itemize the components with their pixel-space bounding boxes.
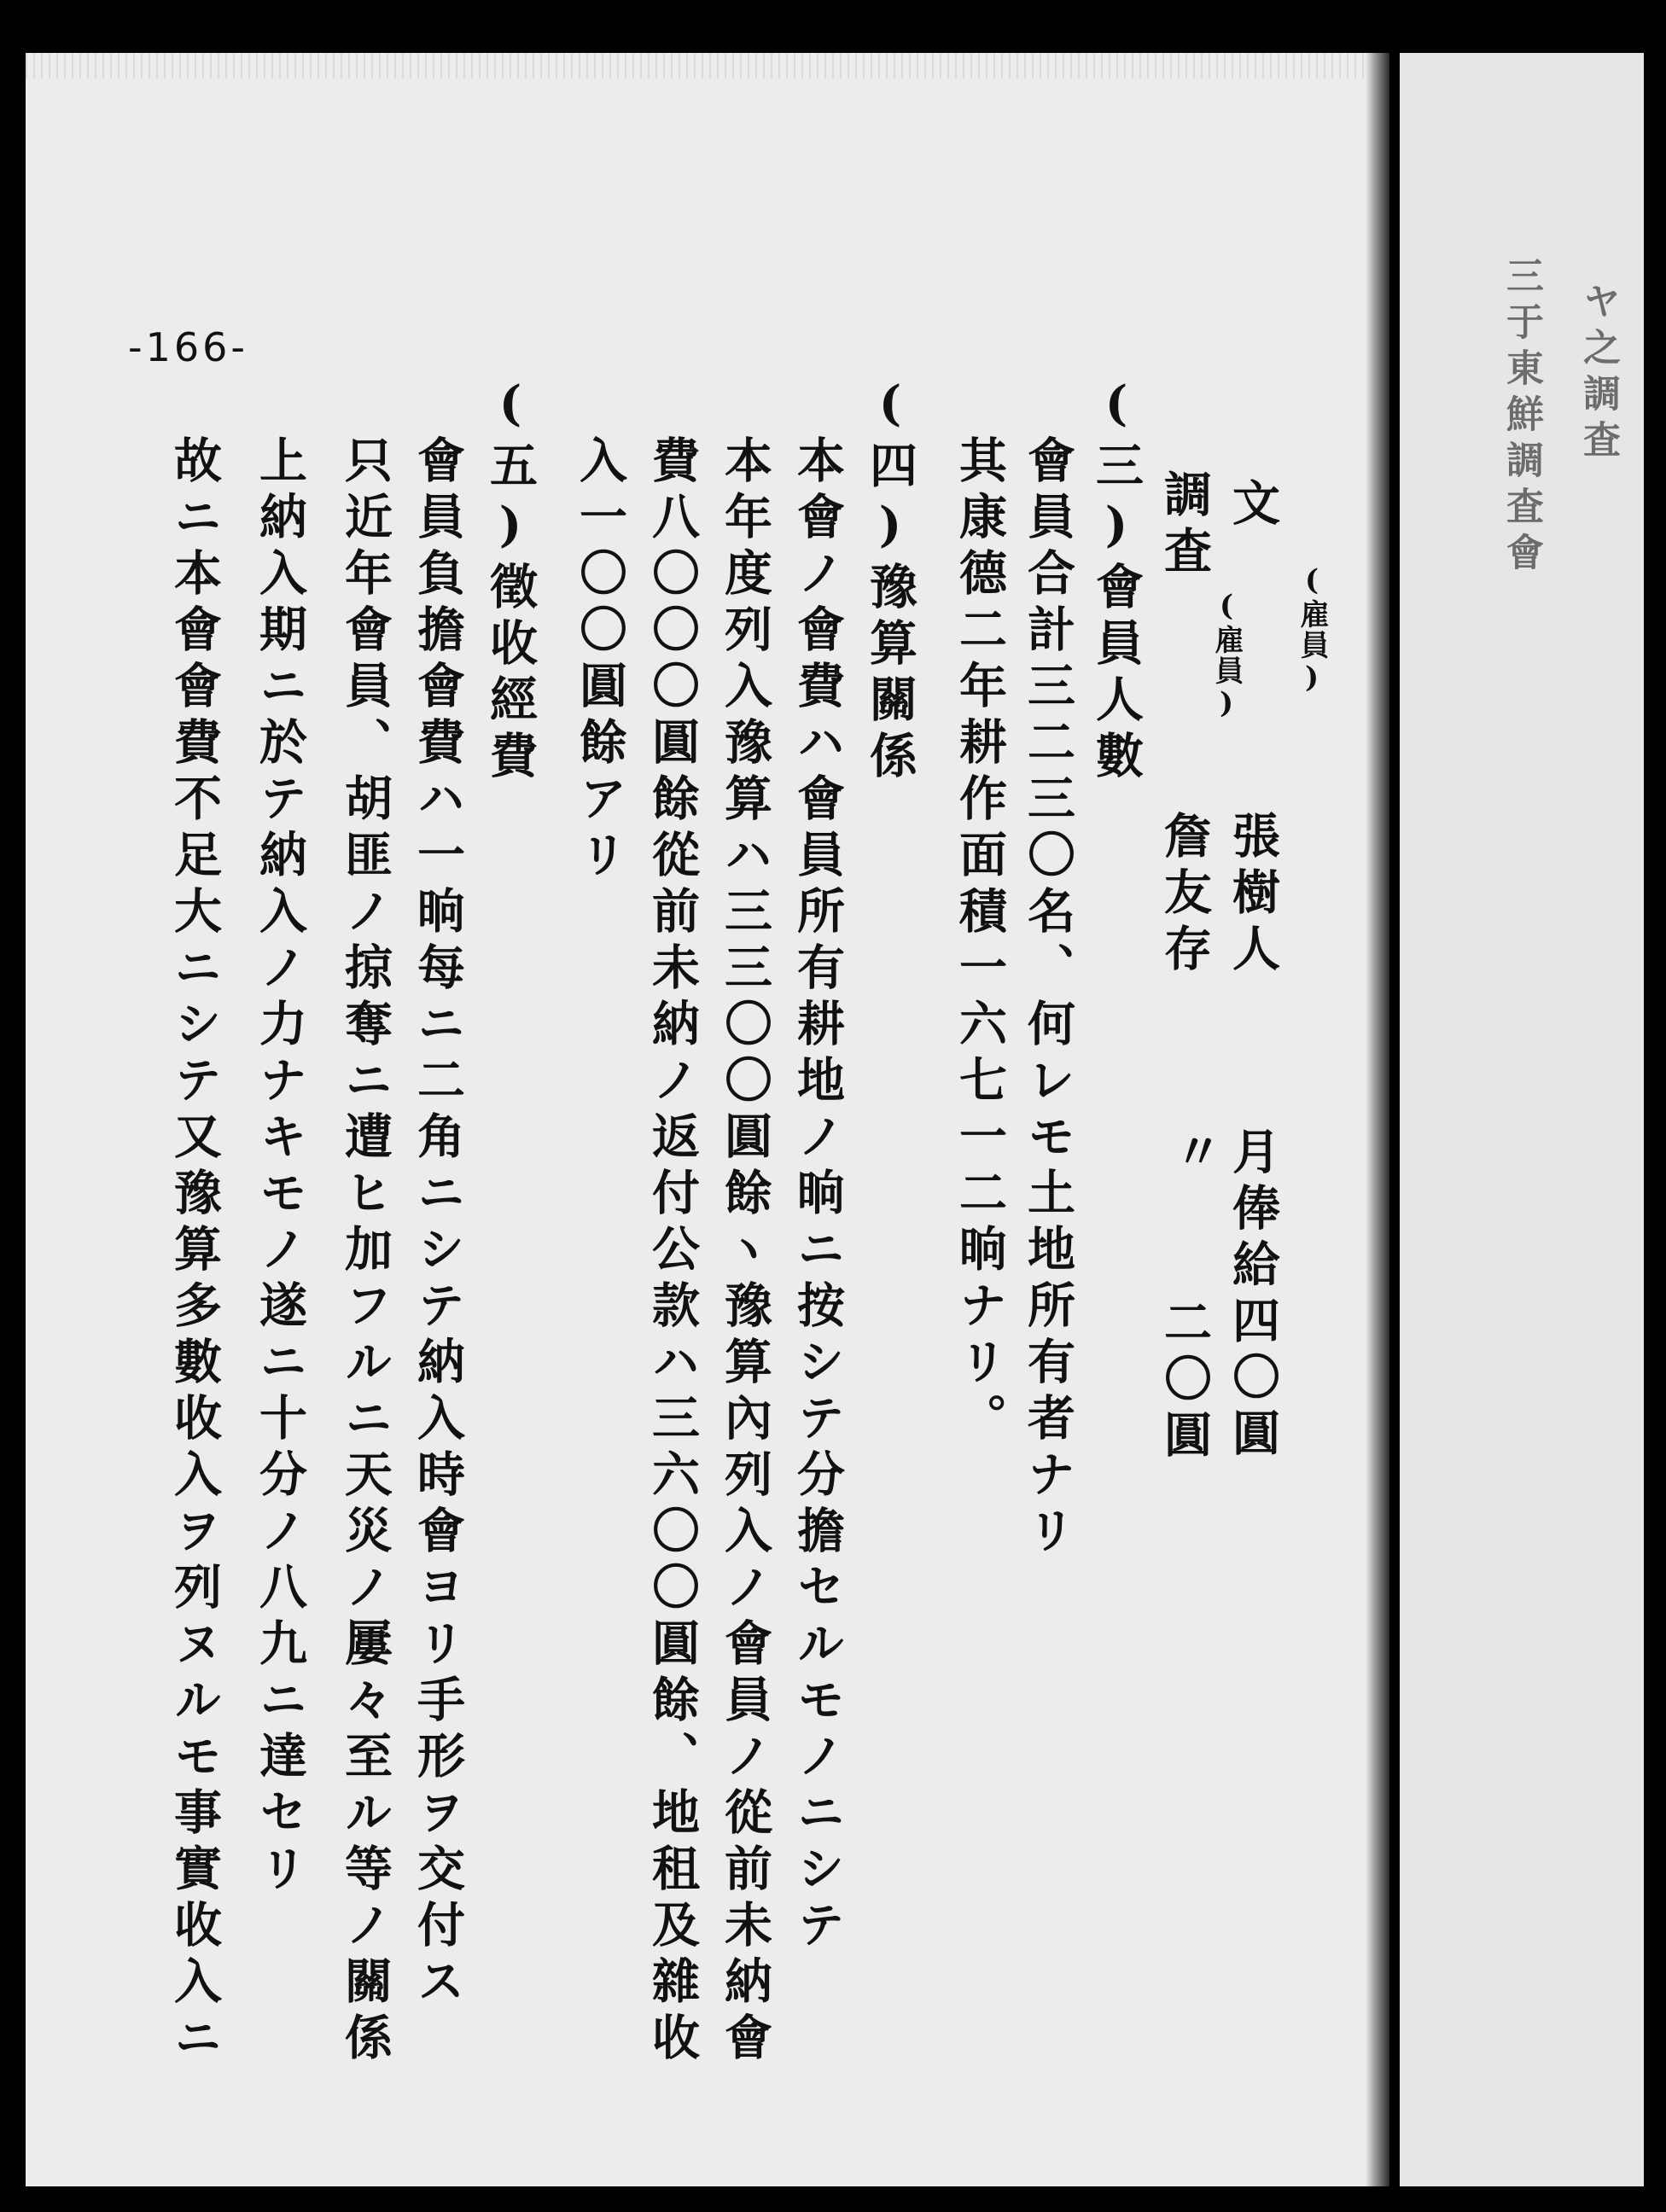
column-1-pay: 月俸給四〇圓 (1225, 1126, 1281, 1464)
column-2-note: (雇員) (1209, 589, 1244, 722)
page-number: -166- (128, 324, 248, 370)
section-3-heading: (三)會員人數 (1088, 375, 1145, 787)
text-column: 會員負擔會費ハ一晌每ニ二角ニシテ納入時會ヨリ手形ヲ交付ス (410, 435, 466, 2012)
text-column: 只近年會員、胡匪ノ掠奪ニ遭ヒ加フルニ天災ノ屢々至ル等ノ關係 (337, 435, 393, 2069)
column-2-heading: 調査 (1156, 469, 1213, 582)
text-column: 入一〇〇圓餘アリ (572, 435, 628, 886)
section-4-heading: (四)豫算關係 (862, 375, 918, 787)
right-page-column: 三于東鮮調査會 (1500, 256, 1543, 579)
text-column: 故ニ本會會費不足大ニシテ又豫算多數收入ヲ列ヌルモ事實收入ニ (166, 435, 223, 2069)
text-column: 本年度列入豫算ハ三三〇〇圓餘ヽ豫算內列入ノ會員ノ從前未納會 (717, 435, 773, 2069)
column-1-note: (雇員) (1295, 563, 1329, 696)
left-page (26, 53, 1384, 2186)
column-1-name: 張樹人 (1225, 811, 1281, 980)
scan-noise (26, 53, 1384, 79)
text-column: 費八〇〇〇圓餘從前未納ノ返付公款ハ三六〇〇圓餘、地租及雜收 (644, 435, 701, 2069)
text-column: 本會ノ會費ハ會員所有耕地ノ晌ニ按シテ分擔セルモノニシテ (789, 435, 846, 1956)
column-2-mark: 〃 (1167, 1126, 1223, 1183)
text-column: 其康德二年耕作面積一六七一二晌ナリ。 (952, 435, 1008, 1449)
book-spine (1366, 53, 1389, 2186)
right-page-column: ヤ之調査 (1576, 282, 1620, 466)
text-column: 會員合計三二三〇名、何レモ土地所有者ナリ (1020, 435, 1076, 1562)
column-1-heading: 文 (1225, 478, 1281, 534)
section-5-heading: (五)徵收經費 (482, 375, 539, 787)
column-2-name: 詹友存 (1156, 811, 1213, 980)
column-2-pay: 二〇圓 (1156, 1297, 1213, 1466)
text-column: 上納入期ニ於テ納入ノ力ナキモノ遂ニ十分ノ八九ニ達セリ (252, 435, 308, 1900)
